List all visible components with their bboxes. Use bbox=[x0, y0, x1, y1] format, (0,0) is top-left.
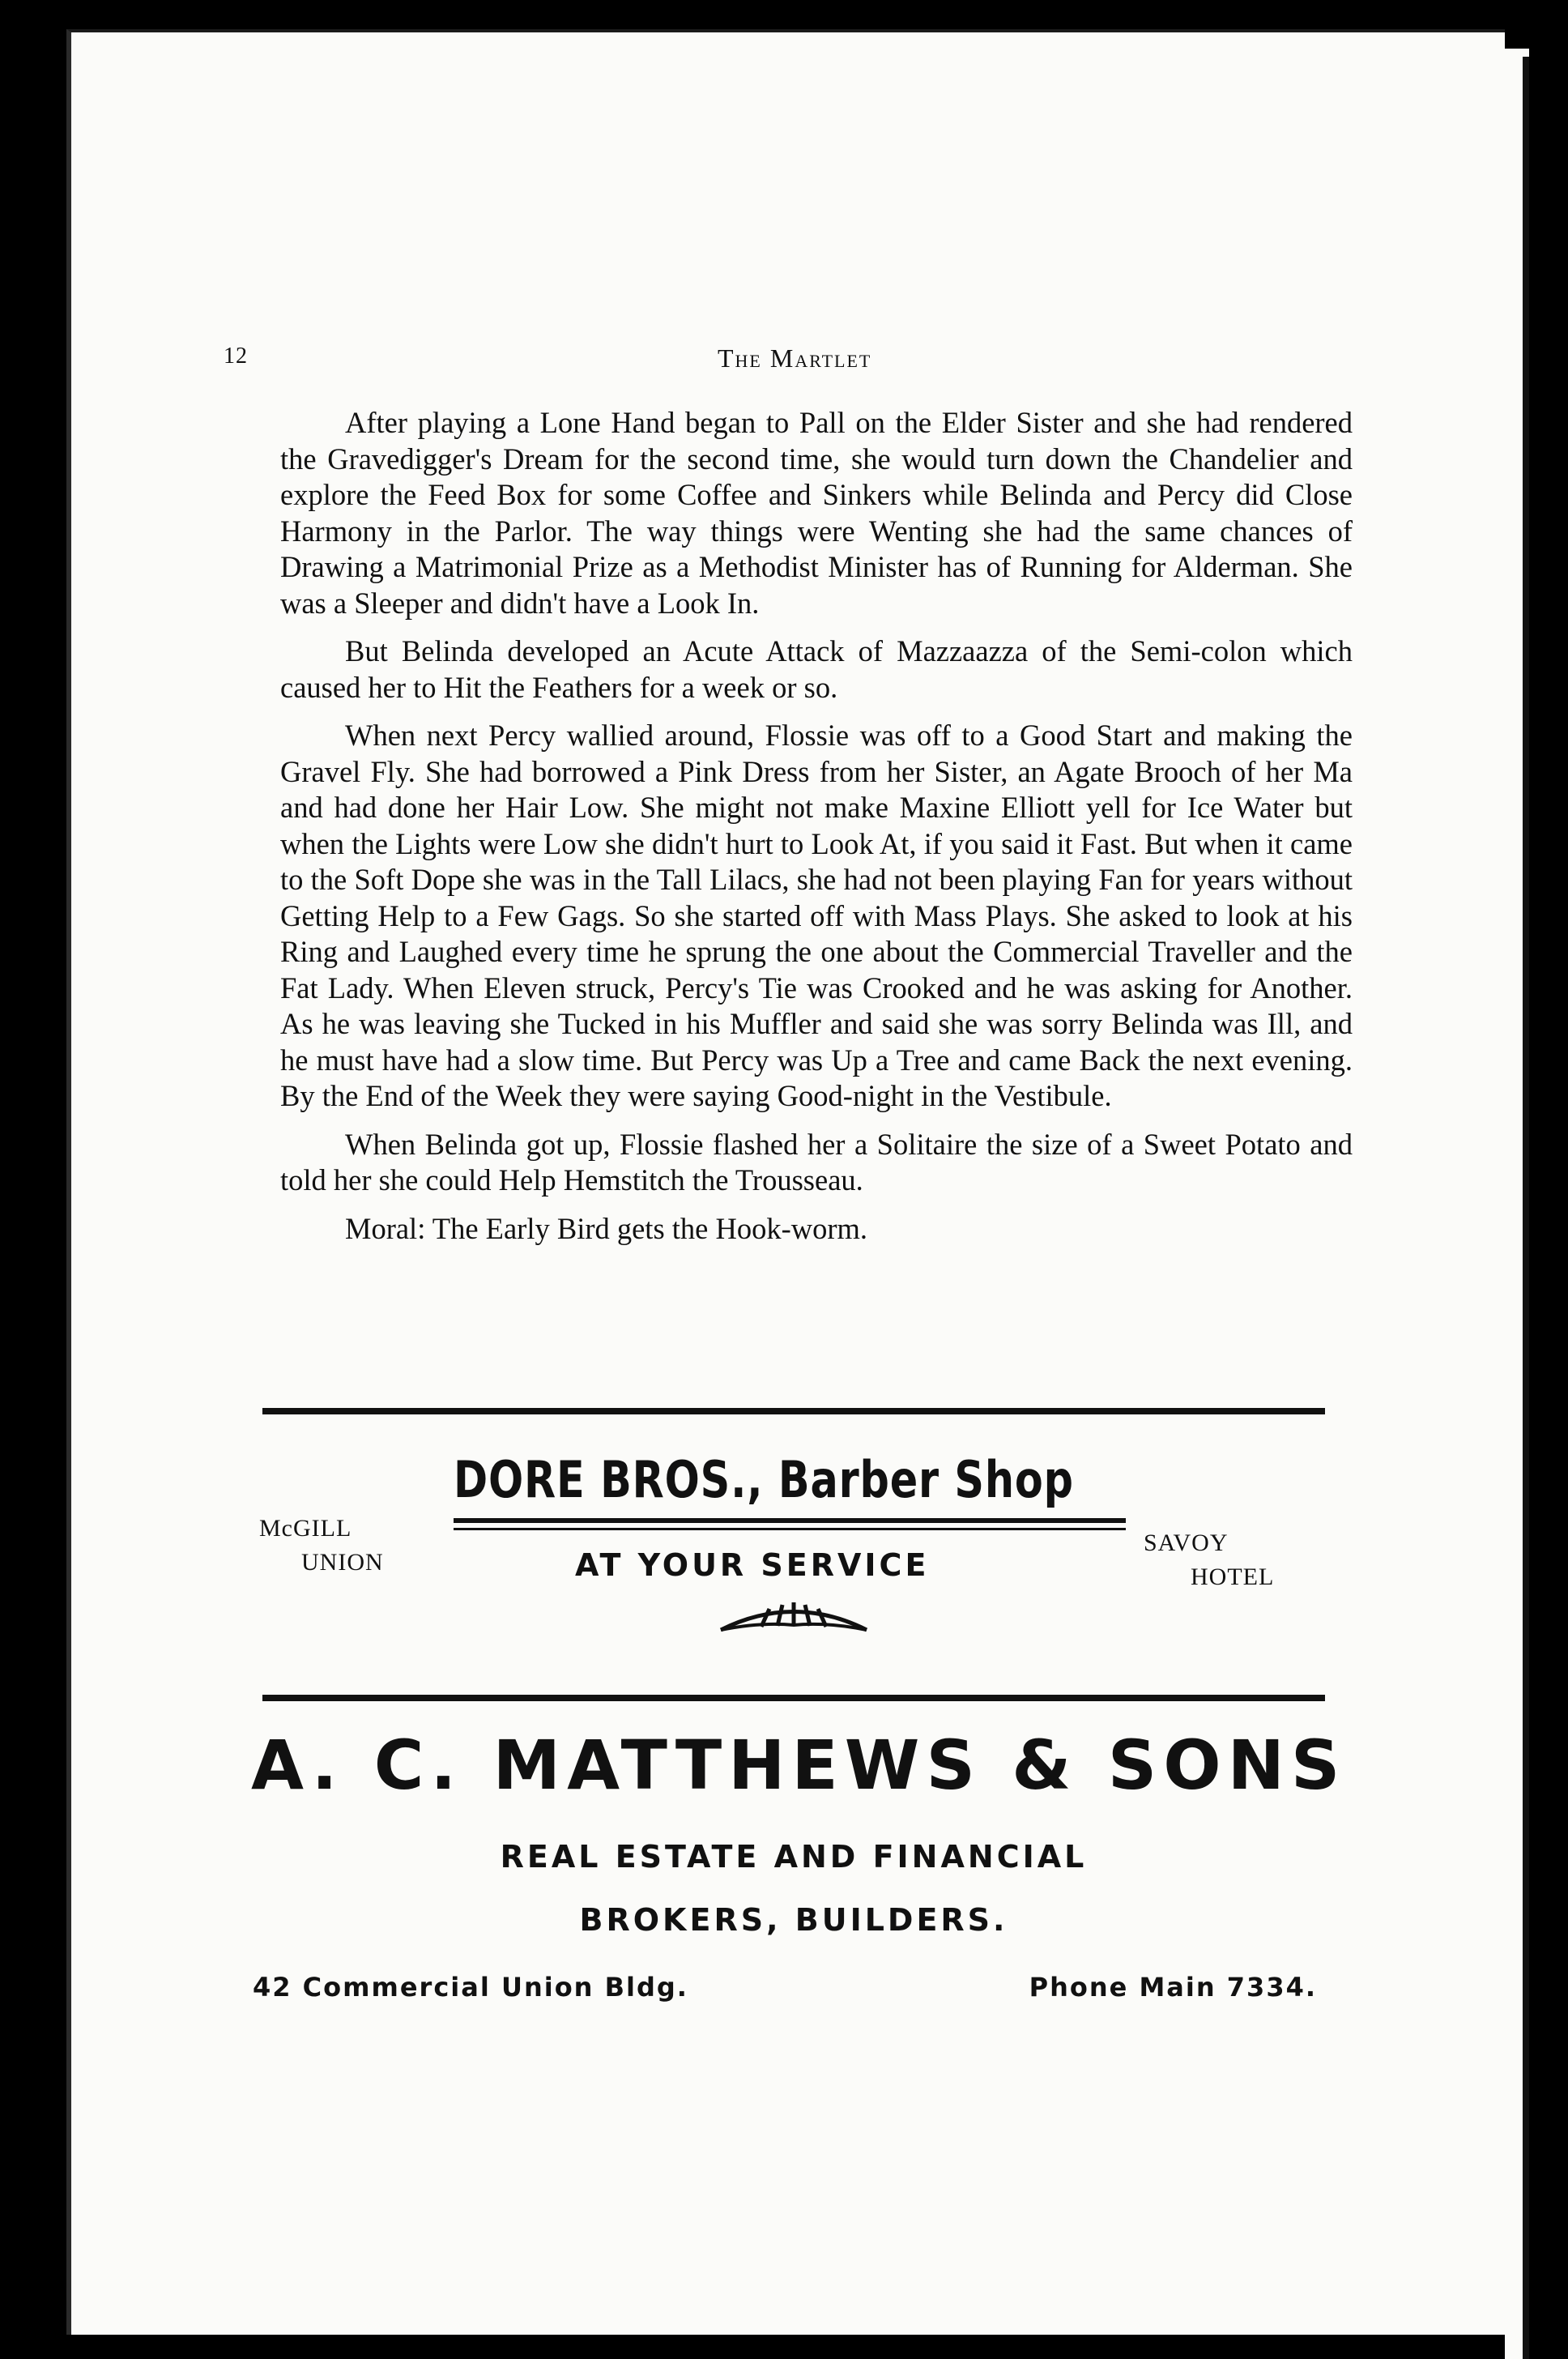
divider-rule bbox=[262, 1695, 1325, 1701]
ad-right-line: SAVOY bbox=[1144, 1529, 1229, 1556]
ad-right-line: HOTEL bbox=[1191, 1563, 1275, 1590]
ad-tagline: AT YOUR SERVICE bbox=[575, 1547, 930, 1583]
title-underline bbox=[454, 1518, 1126, 1523]
matthews-advertisement bbox=[251, 1717, 1347, 2025]
fan-ornament-icon bbox=[713, 1598, 875, 1638]
paragraph: Moral: The Early Bird gets the Hook-worm. bbox=[345, 1211, 868, 1245]
page-header bbox=[224, 343, 1325, 384]
paragraph: After playing a Lone Hand began to Pall on the Elder Sister and she had rendered the Gravedigger's Dream for the second time, she would turn down the Chandelier and explore the Feed Box for some Coffee and Sinkers while Belinda and Percy did Close Harmony in the Parlor. The way things were Wenting she had the same chances of Drawing a Matrimonial Prize as a Methodist Minister has of Running for Alderman. She was a Sleeper and didn't have a Look In. bbox=[280, 406, 1353, 620]
ad-address: 42 Commercial Union Bldg. bbox=[253, 1972, 688, 2003]
page-gutter-line bbox=[1523, 57, 1529, 2359]
page-number: 12 bbox=[224, 343, 248, 369]
ad-left-line: McGILL bbox=[259, 1515, 352, 1542]
ad-title: DORE BROS., Barber Shop bbox=[454, 1450, 1074, 1509]
ad-right-caption bbox=[1144, 1526, 1274, 1594]
running-title: The Martlet bbox=[718, 343, 872, 373]
ad-line: BROKERS, BUILDERS. bbox=[579, 1902, 1008, 1938]
divider-rule bbox=[262, 1408, 1325, 1414]
paragraph: When next Percy wallied around, Flossie was off to a Good Start and making the Gravel Fly. She had borrowed a Pink Dress from her Sister, an Agate Brooch of her Ma and had done her Hair Low. She might not make Maxine Elliott yell for Ice Water but when the Lights were Low she didn't hurt to Look At, if you said it Fast. But when it came to the Soft Dope she was in the Tall Lilacs, she had not been playing Fan for years without Getting Help to a Few Gags. So she started off with Mass Plays. She asked to look at his Ring and Laughed every time he sprung the one about the Commercial Traveller and the Fat Lady. When Eleven struck, Percy's Tie was Crooked and he was asking for Another. As he was leaving she Tucked in his Muffler and said she was sorry Belinda was Ill, and he must have had a slow time. But Percy was Up a Tree and came Back the next evening. By the End of the Week they were saying Good-night in the Vestibule. bbox=[280, 719, 1353, 1112]
ad-title: A. C. MATTHEWS & SONS bbox=[251, 1726, 1347, 1805]
ad-left-caption bbox=[259, 1512, 384, 1580]
paragraph: But Belinda developed an Acute Attack of Mazzaazza of the Semi-colon which caused her to Hit the Feathers for a week or so. bbox=[280, 634, 1353, 704]
ad-phone: Phone Main 7334. bbox=[1029, 1972, 1317, 2003]
scan-border-right bbox=[1529, 49, 1568, 2359]
ad-line: REAL ESTATE AND FINANCIAL bbox=[500, 1839, 1088, 1875]
title-underline-thin bbox=[454, 1528, 1126, 1530]
article-body bbox=[280, 405, 1353, 1259]
barber-shop-advertisement bbox=[259, 1427, 1328, 1670]
ad-left-line: UNION bbox=[301, 1549, 384, 1576]
paragraph: When Belinda got up, Flossie flashed her a Solitaire the size of a Sweet Potato and told her she could Help Hemstitch the Trousseau. bbox=[280, 1127, 1353, 1197]
